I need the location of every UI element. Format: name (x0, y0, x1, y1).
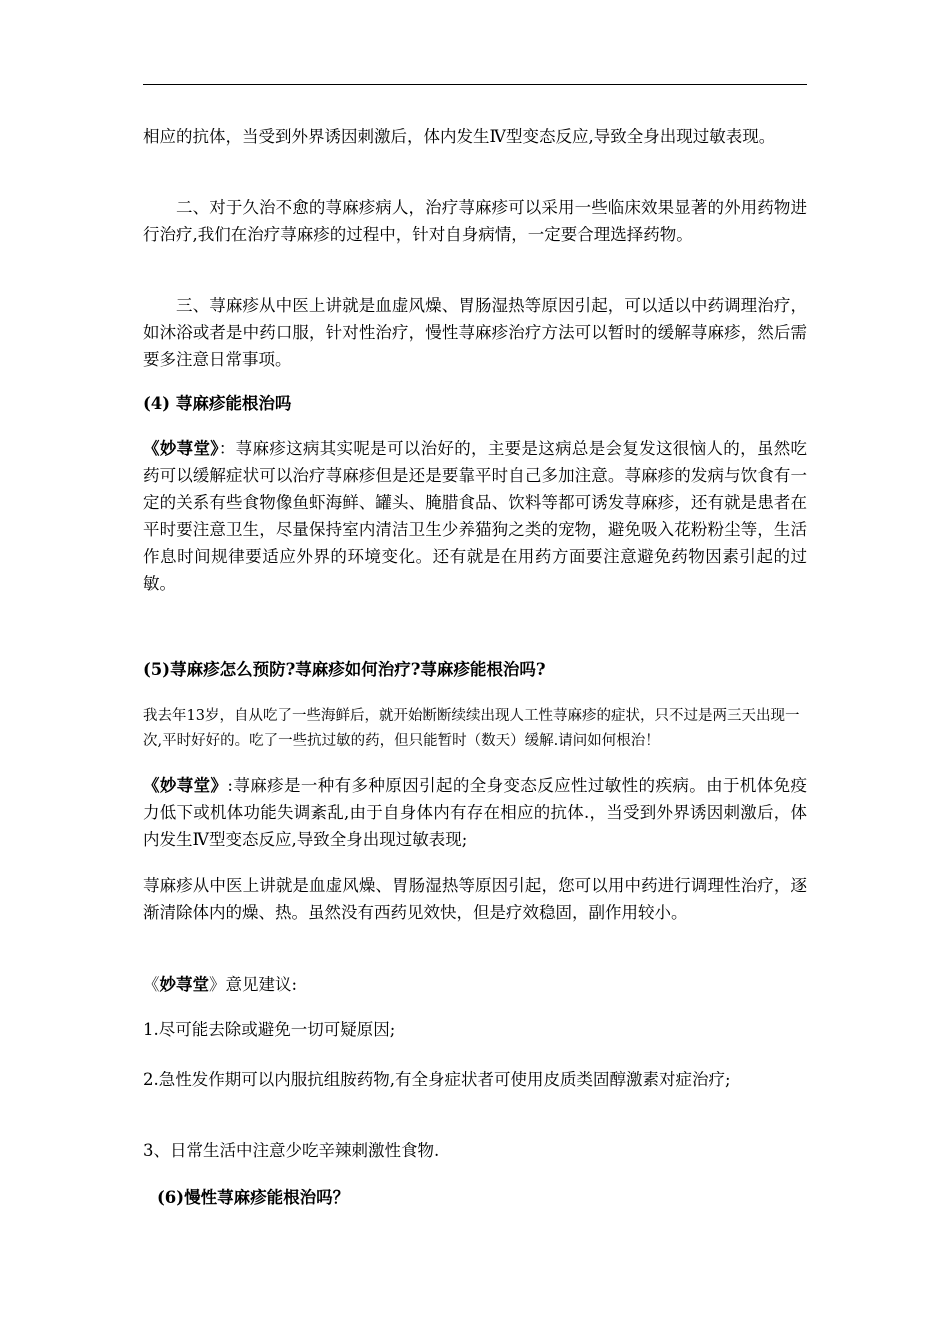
brand-name: 《妙荨堂》 (143, 776, 228, 795)
advice-label: 》意见建议: (209, 975, 298, 994)
header-rule (143, 84, 807, 85)
paragraph-antibody: 相应的抗体，当受到外界诱因刺激后，体内发生Ⅳ型变态反应,导致全身出现过敏表现。 (143, 127, 776, 146)
bracket-open: 《 (143, 975, 160, 994)
list-item: 1.尽可能去除或避免一切可疑原因; (143, 1020, 396, 1039)
paragraph-advice-title (143, 971, 807, 998)
list-item: 3、日常生活中注意少吃辛辣刺激性食物. (143, 1141, 440, 1160)
paragraph-tcm-treatment: 荨麻疹从中医上讲就是血虚风燥、胃肠湿热等原因引起，您可以用中药进行调理性治疗，逐渐清除体内的燥、热。虽然没有西药见效快，但是疗效稳固，副作用较小。 (143, 876, 807, 922)
heading-6: (6)慢性荨麻疹能根治吗？ (157, 1188, 350, 1207)
heading-5: (5)荨麻疹怎么预防?荨麻疹如何治疗?荨麻疹能根治吗? (143, 660, 546, 679)
question-text: 我去年13岁，自从吃了一些海鲜后，就开始断断续续出现人工性荨麻疹的症状，只不过是两三天出现一次,平时好好的。吃了一些抗过敏的药，但只能暂时（数天）缓解.请问如何根治！ (143, 708, 800, 749)
brand-name: 妙荨堂 (159, 975, 209, 994)
list-item: 2.急性发作期可以内服抗组胺药物,有全身症状者可使用皮质类固醇激素对症治疗; (143, 1070, 731, 1089)
answer-4-text: ：荨麻疹这病其实呢是可以治好的，主要是这病总是会复发这很恼人的，虽然吃药可以缓解症状可以治疗荨麻疹但是还是要靠平时自己多加注意。荨麻疹的发病与饮食有一定的关系有些食物像鱼虾海鲜、罐头、腌腊食品、饮料等都可诱发荨麻疹，还有就是患者在平时要注意卫生，尽量保持室内清洁卫生少养猫狗之类的宠物，避免吸入花粉粉尘等，生活作息时间规律要适应外界的环境变化。还有就是在用药方面要注意避免药物因素引起的过敏。 (143, 439, 808, 593)
paragraph-tcm: 三、荨麻疹从中医上讲就是血虚风燥、胃肠湿热等原因引起，可以适以中药调理治疗，如沐浴或者是中药口服，针对性治疗，慢性荨麻疹治疗方法可以暂时的缓解荨麻疹，然后需要多注意日常事项。 (143, 296, 807, 369)
answer-5-text: :荨麻疹是一种有多种原因引起的全身变态反应性过敏性的疾病。由于机体免疫力低下或机体功能失调紊乱,由于自身体内有存在相应的抗体.，当受到外界诱因刺激后，体内发生Ⅳ型变态反应,导致全身出现过敏表现; (143, 776, 808, 849)
paragraph-answer-4 (143, 435, 807, 597)
paragraph-answer-5 (143, 772, 807, 853)
heading-4: (4) 荨麻疹能根治吗 (143, 394, 292, 413)
brand-name: 《妙荨堂》 (143, 439, 219, 458)
paragraph-external-medicine: 二、对于久治不愈的荨麻疹病人，治疗荨麻疹可以采用一些临床效果显著的外用药物进行治疗,我们在治疗荨麻疹的过程中，针对自身病情，一定要合理选择药物。 (143, 198, 807, 244)
